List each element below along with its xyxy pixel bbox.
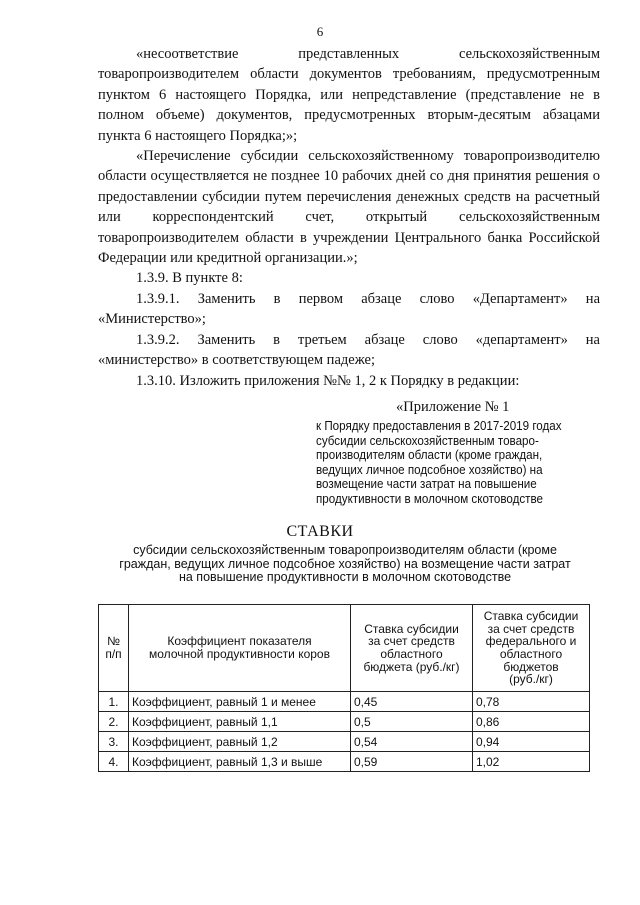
row-number: 3. [99,732,129,752]
header-line: п/п [105,647,122,661]
row-number: 4. [99,752,129,772]
table-header-row [99,605,590,692]
header-line: № [107,634,120,649]
header-number [99,605,129,692]
header-rate-regional [351,605,473,692]
appendix-subtitle-line: субсидии сельскохозяйственным товаро- [316,433,539,448]
row-rate-federal: 1,02 [473,752,590,772]
appendix-subtitle-line: возмещение части затрат на повышение [316,477,537,492]
row-coefficient: Коэффициент, равный 1,2 [129,732,351,752]
appendix-title: «Приложение № 1 [396,399,510,415]
table-row [99,692,590,712]
paragraph-1-3-9-2: 1.3.9.2. Заменить в третьем абзаце слово «департамент» на «министерство» в соответствующем падеже; [98,331,600,369]
row-rate-regional: 0,54 [351,732,473,752]
appendix-subtitle-line: ведущих личное подсобное хозяйство) на [316,462,543,477]
header-coefficient [129,605,351,692]
paragraph-1-3-10: 1.3.10. Изложить приложения №№ 1, 2 к Порядку в редакции: [136,372,520,389]
paragraph-1-3-9: 1.3.9. В пункте 8: [136,270,243,287]
header-line: бюджетов [503,659,559,674]
rates-heading: СТАВКИ [286,523,354,540]
header-line: молочной продуктивности коров [149,647,330,661]
appendix-subtitle-line: к Порядку предоставления в 2017-2019 годах [316,419,562,433]
header-line: Коэффициент показателя [167,634,312,649]
header-line: областного [499,647,563,661]
row-coefficient: Коэффициент, равный 1 и менее [129,692,351,712]
header-line: бюджета (руб./кг) [363,659,460,674]
row-number: 2. [99,712,129,732]
appendix-subtitle-line: продуктивности в молочном скотоводстве [316,491,544,506]
row-rate-regional: 0,45 [351,692,473,712]
row-coefficient: Коэффициент, равный 1,3 и выше [129,752,351,772]
rates-subtitle-line: на повышение продуктивности в молочном скотоводстве [178,570,512,585]
row-rate-federal: 0,94 [473,732,590,752]
appendix-subtitle [316,419,586,507]
paragraph-nonconformity: «несоответствие представленных сельскохозяйственным товаропроизводителем области документов требованиям, предусмотренным пунктом 6 настоящего Порядка, или непредставление (представление не в полном объеме) документов, предусмотренных вторым-десятым абзацами пункта 6 настоящего Порядка;»; [98,46,600,144]
rates-table [98,604,590,772]
row-rate-regional: 0,5 [351,712,473,732]
header-line: за счет средств [487,621,575,636]
paragraph-1-3-9-1: 1.3.9.1. Заменить в первом абзаце слово «Департамент» на «Министерство»; [98,290,600,328]
rates-subtitle-line: субсидии сельскохозяйственным товаропроизводителям области (кроме [133,543,557,557]
header-line: (руб./кг) [509,672,553,687]
table-row [99,712,590,732]
body-text [98,44,600,391]
header-rate-federal [473,605,590,692]
paragraph-transfer: «Перечисление субсидии сельскохозяйственному товаропроизводителю области осуществляется не позднее 10 рабочих дней со дня принятия решения о предоставлении субсидии путем перечисления денежных средств на расчетный или корреспондентский счет, открытый сельскохозяйственным товаропроизводителем области в учреждении Центрального банка Российской Федерации или кредитной организации.»; [98,148,600,267]
appendix-subtitle-line: производителям области (кроме граждан, [316,448,543,463]
header-line: федерального и [485,634,577,649]
header-line: Ставка субсидии [483,609,579,624]
page-number: 6 [316,24,324,39]
header-line: областного [380,647,443,661]
header-line: Ставка субсидии [364,621,459,636]
rates-subtitle-line: граждан, ведущих личное подсобное хозяйство) на возмещение части затрат [119,556,571,571]
row-rate-federal: 0,78 [473,692,590,712]
row-rate-regional: 0,59 [351,752,473,772]
table-row [99,752,590,772]
header-line: за счет средств [368,634,455,649]
table-row [99,732,590,752]
row-coefficient: Коэффициент, равный 1,1 [129,712,351,732]
row-number: 1. [99,692,129,712]
rates-subtitle [100,544,590,585]
row-rate-federal: 0,86 [473,712,590,732]
